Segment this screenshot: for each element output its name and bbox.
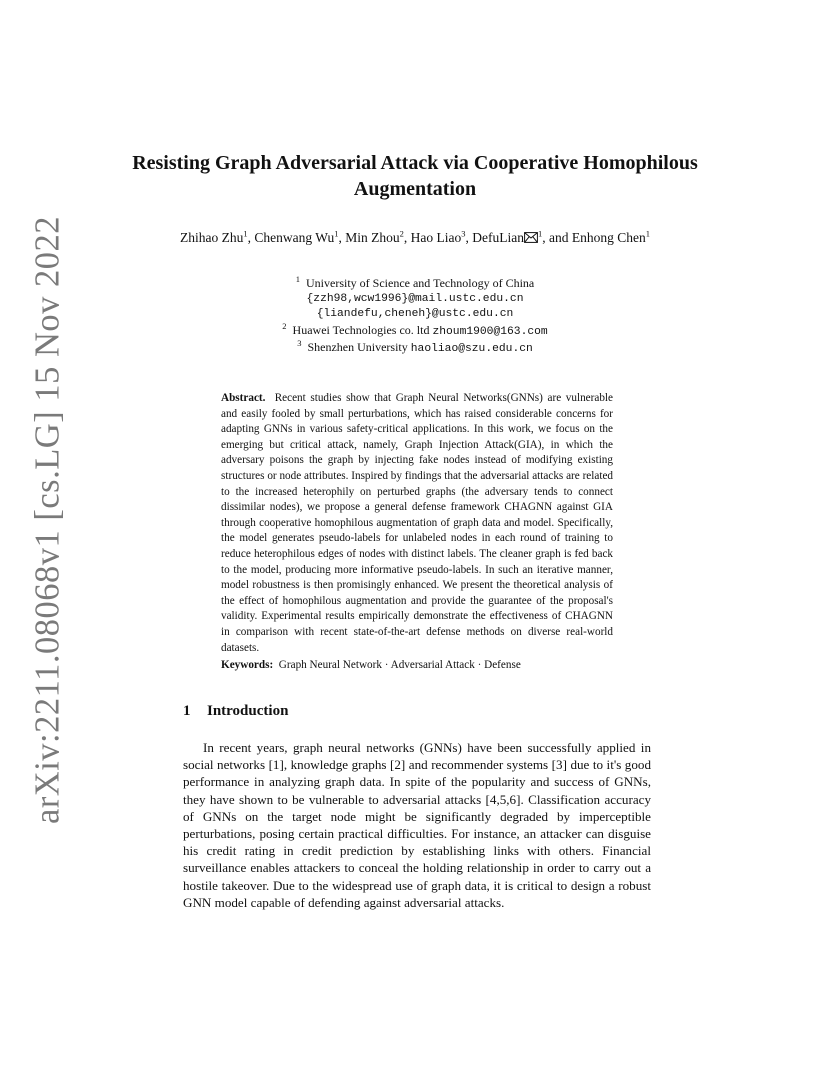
author-affiliation-mark: 1 [243,228,248,239]
author-name: Chenwang Wu [254,230,335,245]
affiliation-list [200,276,630,358]
author-name: Zhihao Zhu [180,230,244,245]
paper-title: Resisting Graph Adversarial Attack via Cooperative Homophilous Augmentation [132,152,698,200]
affiliation-name: University of Science and Technology of China [306,276,535,290]
author-affiliation-mark: 2 [399,228,404,239]
abstract [221,391,613,656]
envelope-icon [524,230,538,248]
affiliation-ustc [200,276,630,292]
author-affiliation-mark: 1 [334,228,339,239]
section-number: 1 [183,703,191,719]
abstract-text: Recent studies show that Graph Neural Networks(GNNs) are vulnerable and easily fooled by small perturbations, which has raised considerable concerns for adapting GNNs in various safety-critical applications. In this work, we focus on the emerging but critical attack, namely, Graph Injection Attack(GIA), in which the adversary poisons the graph by injecting fake nodes instead of modifying existing structures or node attributes. Inspired by findings that the adversarial attacks are related to the increased heterophily on perturbed graphs (the adversary tends to connect dissimilar nodes), we propose a general defense framework CHAGNN against GIA through cooperative homophilous augmentation of graph data and model. Specifically, the model generates pseudo-labels for unlabeled nodes in each round of training to reduce heterophilous edges of nodes with distinct labels. The cleaner graph is fed back to the model, producing more informative pseudo-labels. In such an iterative manner, model robustness is then promisingly enhanced. We present the theoretical analysis of the effect of homophilous augmentation and provide the guarantee of the proposal's validity. Experimental results empirically demonstrate the effectiveness of CHAGNN in comparison with recent state-of-the-art defense methods on diverse real-world datasets. [221,392,614,654]
szu-email[interactable]: haoliao@szu.edu.cn [410,343,533,355]
author-list: Zhihao Zhu$^1$, Chenwang Wu$^1$, Min Zhou$^2$, Hao Liao$^3$, DefuLian $^1$, and Enhong Chen$^1$ [180,229,650,248]
ustc-email-line-2[interactable]: {liandefu,cheneh}@ustc.edu.cn [316,308,514,320]
affiliation-name: Huawei Technologies co. ltd [292,322,430,337]
author-name: Min Zhou [345,230,400,245]
author-name: DefuLian [472,230,524,245]
author-affiliation-mark: 1 [537,228,543,239]
section-title: Introduction [207,703,289,719]
keywords-label: Keywords: [221,659,274,671]
intro-paragraph: In recent years, graph neural networks (GNNs) have been successfully applied in social networks [1], knowledge graphs [2] and recommender systems [3] due to it's good performance in analyzing graph data. In spite of the popularity and success of GNNs, they have shown to be vulnerable to adversarial attacks [4,5,6]. Classification accuracy of GNNs on the target node might be significantly degraded by imperceptible perturbations, posing certain practical difficulties. For instance, an attacker can disguise his credit rating in credit prediction by establishing links with others. Financial surveillance enables attackers to conceal the holding relationship in order to carry out a hostile takeover. Due to the widespread use of graph data, it is critical to design a robust GNN model capable of defending against adversarial attacks. [183,740,651,910]
author-name: Enhong Chen [571,230,646,245]
huawei-email[interactable]: zhoum1900@163.com [432,325,548,338]
affiliation-szu [200,340,630,358]
section-heading [183,703,288,720]
affiliation-huawei [200,320,630,341]
affiliation-mark: 1 [295,274,301,284]
keywords-text: Graph Neural Network · Adversarial Attack · Defense [278,659,521,671]
ustc-email-line-1[interactable]: {zzh98,wcw1996}@mail.ustc.edu.cn [306,292,524,305]
affiliation-mark: 3 [297,338,302,348]
author-affiliation-mark: 1 [645,228,650,239]
affiliation-name: Shenzhen University [307,340,408,354]
author-conjunction: and [548,230,569,245]
abstract-label: Abstract. [221,392,266,404]
keywords [221,658,613,673]
affiliation-mark: 2 [282,320,287,331]
arxiv-identifier: arXiv:2211.08068v1 [cs.LG] 15 Nov 2022 [28,216,67,824]
author-affiliation-mark: 3 [461,228,466,239]
author-name: Hao Liao [410,230,462,245]
